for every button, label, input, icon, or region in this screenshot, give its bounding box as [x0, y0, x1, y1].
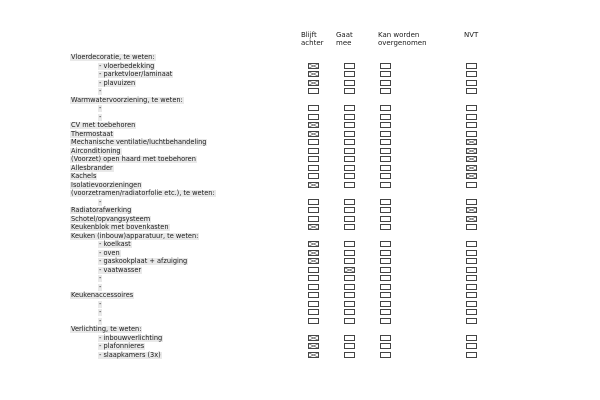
item-label: - plavuizen — [99, 78, 136, 87]
checkbox-nvt[interactable] — [466, 131, 477, 137]
checkbox-nvt[interactable] — [466, 173, 477, 179]
checkbox-nvt[interactable] — [466, 241, 477, 247]
checkbox-gaat-mee[interactable] — [344, 309, 355, 315]
checkbox-nvt[interactable] — [466, 216, 477, 222]
checkbox-nvt[interactable] — [466, 139, 477, 145]
checkbox-nvt[interactable] — [466, 343, 477, 349]
section-heading: Warmwatervoorziening, te weten: — [71, 95, 183, 104]
header-line: overgenomen — [378, 39, 427, 47]
checkbox-kan-worden-overgenomen[interactable] — [380, 352, 391, 358]
item-label: Mechanische ventilatie/luchtbehandeling — [71, 138, 207, 146]
checkbox-kan-worden-overgenomen[interactable] — [380, 258, 391, 264]
checklist-row — [0, 275, 600, 284]
checklist-row — [0, 190, 600, 199]
checkbox-gaat-mee[interactable] — [344, 148, 355, 154]
checkbox-blijft-achter[interactable] — [308, 284, 319, 290]
checklist-row — [0, 267, 600, 276]
checkbox-gaat-mee[interactable] — [344, 88, 355, 94]
checkbox-gaat-mee[interactable] — [344, 352, 355, 358]
checkbox-blijft-achter[interactable] — [308, 301, 319, 307]
checkbox-gaat-mee[interactable] — [344, 182, 355, 188]
item-label: - — [99, 282, 102, 291]
checkbox-kan-worden-overgenomen[interactable] — [380, 309, 391, 315]
item-label: Radiatorafwerking — [71, 206, 132, 214]
checkbox-nvt[interactable] — [466, 182, 477, 188]
checklist-row — [0, 97, 600, 106]
checkbox-gaat-mee[interactable] — [344, 284, 355, 290]
checkbox-blijft-achter[interactable] — [308, 131, 319, 137]
checkbox-blijft-achter[interactable] — [308, 207, 319, 213]
checkbox-gaat-mee[interactable] — [344, 301, 355, 307]
item-label: - gaskookplaat + afzuiging — [99, 257, 188, 265]
checkbox-kan-worden-overgenomen[interactable] — [380, 250, 391, 256]
checkbox-gaat-mee[interactable] — [344, 122, 355, 128]
checkbox-blijft-achter[interactable] — [308, 165, 319, 171]
checkbox-gaat-mee[interactable] — [344, 207, 355, 213]
header-line: Kan worden — [378, 31, 420, 39]
checkbox-gaat-mee[interactable] — [344, 114, 355, 120]
checkbox-kan-worden-overgenomen[interactable] — [380, 71, 391, 77]
item-label: Allesbrander — [71, 163, 113, 172]
checkbox-kan-worden-overgenomen[interactable] — [380, 63, 391, 69]
checkbox-gaat-mee[interactable] — [344, 105, 355, 111]
item-label: (Voorzet) open haard met toebehoren — [71, 155, 196, 163]
checkbox-blijft-achter[interactable] — [308, 105, 319, 111]
checklist-row — [0, 80, 600, 89]
checkbox-kan-worden-overgenomen[interactable] — [380, 122, 391, 128]
column-header-gaat-mee — [336, 31, 353, 47]
section-heading: Verlichting, te weten: — [71, 325, 142, 333]
checkbox-gaat-mee[interactable] — [344, 335, 355, 341]
checklist-row — [0, 71, 600, 80]
item-label: - oven — [99, 248, 120, 257]
checkbox-kan-worden-overgenomen[interactable] — [380, 224, 391, 230]
checkbox-nvt[interactable] — [466, 122, 477, 128]
header-line: achter — [301, 39, 324, 47]
checkbox-blijft-achter[interactable] — [308, 258, 319, 264]
checkbox-nvt[interactable] — [466, 301, 477, 307]
item-label: - vaatwasser — [99, 265, 142, 274]
checkbox-gaat-mee[interactable] — [344, 156, 355, 162]
checkbox-gaat-mee[interactable] — [344, 131, 355, 137]
checkbox-blijft-achter[interactable] — [308, 173, 319, 179]
checkbox-kan-worden-overgenomen[interactable] — [380, 139, 391, 145]
checkbox-nvt[interactable] — [466, 63, 477, 69]
column-header-blijft-achter — [301, 31, 324, 47]
item-label: Kachels — [71, 172, 97, 180]
checkbox-kan-worden-overgenomen[interactable] — [380, 284, 391, 290]
checkbox-kan-worden-overgenomen[interactable] — [380, 105, 391, 111]
checkbox-kan-worden-overgenomen[interactable] — [380, 335, 391, 341]
checkbox-blijft-achter[interactable] — [308, 63, 319, 69]
item-label: - — [99, 274, 102, 282]
checkbox-nvt[interactable] — [466, 199, 477, 205]
checkbox-blijft-achter[interactable] — [308, 224, 319, 230]
header-line: Blijft — [301, 31, 317, 39]
checkbox-kan-worden-overgenomen[interactable] — [380, 343, 391, 349]
item-label: Keukenblok met bovenkasten — [71, 223, 169, 231]
checkbox-blijft-achter[interactable] — [308, 335, 319, 341]
checkbox-blijft-achter[interactable] — [308, 71, 319, 77]
checklist-row — [0, 301, 600, 310]
item-label: Airconditioning — [71, 146, 121, 155]
item-label: - koelkast — [99, 240, 131, 248]
checklist-row — [0, 258, 600, 267]
checklist-row — [0, 326, 600, 335]
checkbox-blijft-achter[interactable] — [308, 88, 319, 94]
checklist-row — [0, 105, 600, 114]
item-label: - — [99, 316, 102, 325]
checkbox-nvt[interactable] — [466, 148, 477, 154]
checkbox-kan-worden-overgenomen[interactable] — [380, 292, 391, 298]
checkbox-blijft-achter[interactable] — [308, 80, 319, 86]
checkbox-blijft-achter[interactable] — [308, 318, 319, 324]
item-label: - — [99, 87, 102, 95]
checklist-row — [0, 54, 600, 63]
checkbox-kan-worden-overgenomen[interactable] — [380, 267, 391, 273]
checkbox-nvt[interactable] — [466, 352, 477, 358]
checkbox-kan-worden-overgenomen[interactable] — [380, 88, 391, 94]
item-label: - — [99, 308, 102, 316]
checklist-row — [0, 352, 600, 361]
checklist-row — [0, 241, 600, 250]
header-line: Gaat — [336, 31, 353, 39]
checkbox-blijft-achter[interactable] — [308, 148, 319, 154]
checkbox-gaat-mee[interactable] — [344, 199, 355, 205]
checkbox-gaat-mee[interactable] — [344, 80, 355, 86]
checkbox-blijft-achter[interactable] — [308, 352, 319, 358]
checkbox-kan-worden-overgenomen[interactable] — [380, 131, 391, 137]
item-label: - vloerbedekking — [99, 61, 155, 70]
checkbox-gaat-mee[interactable] — [344, 343, 355, 349]
checkbox-nvt[interactable] — [466, 156, 477, 162]
item-label: Keukenaccessoires — [71, 291, 134, 299]
checkbox-blijft-achter[interactable] — [308, 216, 319, 222]
checkbox-kan-worden-overgenomen[interactable] — [380, 165, 391, 171]
checkbox-blijft-achter[interactable] — [308, 343, 319, 349]
checklist-rows — [0, 54, 600, 360]
checkbox-blijft-achter[interactable] — [308, 250, 319, 256]
checkbox-gaat-mee[interactable] — [344, 292, 355, 298]
checkbox-kan-worden-overgenomen[interactable] — [380, 216, 391, 222]
header-line: mee — [336, 39, 352, 47]
checklist-row — [0, 343, 600, 352]
checklist-row — [0, 292, 600, 301]
checkbox-gaat-mee[interactable] — [344, 63, 355, 69]
checkbox-kan-worden-overgenomen[interactable] — [380, 301, 391, 307]
checkbox-nvt[interactable] — [466, 71, 477, 77]
checkbox-nvt[interactable] — [466, 267, 477, 273]
checkbox-nvt[interactable] — [466, 88, 477, 94]
item-label: - — [99, 197, 102, 206]
checkbox-kan-worden-overgenomen[interactable] — [380, 182, 391, 188]
checkbox-nvt[interactable] — [466, 114, 477, 120]
checkbox-kan-worden-overgenomen[interactable] — [380, 173, 391, 179]
item-label: Thermostaat — [71, 129, 114, 138]
checkbox-nvt[interactable] — [466, 105, 477, 111]
checkbox-nvt[interactable] — [466, 284, 477, 290]
checklist-row — [0, 233, 600, 242]
checkbox-gaat-mee[interactable] — [344, 216, 355, 222]
checkbox-nvt[interactable] — [466, 318, 477, 324]
item-label: CV met toebehoren — [71, 121, 136, 129]
checkbox-gaat-mee[interactable] — [344, 258, 355, 264]
checkbox-nvt[interactable] — [466, 258, 477, 264]
checkbox-kan-worden-overgenomen[interactable] — [380, 318, 391, 324]
header-line: NVT — [464, 31, 479, 39]
checkbox-gaat-mee[interactable] — [344, 173, 355, 179]
item-label: - — [99, 104, 102, 112]
checkbox-kan-worden-overgenomen[interactable] — [380, 199, 391, 205]
checkbox-blijft-achter[interactable] — [308, 241, 319, 247]
checkbox-blijft-achter[interactable] — [308, 156, 319, 162]
checkbox-kan-worden-overgenomen[interactable] — [380, 207, 391, 213]
item-label: Isolatievoorzieningen — [71, 180, 142, 189]
section-heading: Keuken (inbouw)apparatuur, te weten: — [71, 231, 199, 240]
checkbox-blijft-achter[interactable] — [308, 182, 319, 188]
column-header-kan-worden-overgenomen — [378, 31, 427, 47]
item-label: - inbouwverlichting — [99, 333, 163, 342]
checklist-row — [0, 335, 600, 344]
item-label: - — [99, 299, 102, 308]
checkbox-blijft-achter[interactable] — [308, 267, 319, 273]
checkbox-gaat-mee[interactable] — [344, 318, 355, 324]
item-label: - — [99, 112, 102, 121]
checkbox-nvt[interactable] — [466, 309, 477, 315]
checkbox-nvt[interactable] — [466, 335, 477, 341]
checkbox-nvt[interactable] — [466, 80, 477, 86]
checkbox-nvt[interactable] — [466, 207, 477, 213]
checklist-row — [0, 250, 600, 259]
checkbox-nvt[interactable] — [466, 224, 477, 230]
checkbox-kan-worden-overgenomen[interactable] — [380, 156, 391, 162]
checkbox-nvt[interactable] — [466, 275, 477, 281]
checklist-row — [0, 63, 600, 72]
checkbox-gaat-mee[interactable] — [344, 241, 355, 247]
checkbox-kan-worden-overgenomen[interactable] — [380, 148, 391, 154]
checkbox-blijft-achter[interactable] — [308, 122, 319, 128]
column-header-nvt — [464, 31, 478, 39]
checkbox-blijft-achter[interactable] — [308, 114, 319, 120]
checkbox-blijft-achter[interactable] — [308, 275, 319, 281]
item-label: (voorzetramen/radiatorfolie etc.), te weten: — [71, 189, 215, 197]
checkbox-gaat-mee[interactable] — [344, 275, 355, 281]
checkbox-kan-worden-overgenomen[interactable] — [380, 275, 391, 281]
item-label: - slaapkamers (3x) — [99, 350, 161, 359]
checkbox-nvt[interactable] — [466, 165, 477, 171]
checkbox-kan-worden-overgenomen[interactable] — [380, 241, 391, 247]
checkbox-gaat-mee[interactable] — [344, 71, 355, 77]
item-label: - plafonnieres — [99, 342, 145, 350]
checkbox-blijft-achter[interactable] — [308, 309, 319, 315]
checklist-row — [0, 309, 600, 318]
section-heading: Vloerdecoratie, te weten: — [71, 53, 155, 61]
checkbox-blijft-achter[interactable] — [308, 292, 319, 298]
checkbox-gaat-mee[interactable] — [344, 267, 355, 273]
item-label: - parketvloer/laminaat — [99, 70, 173, 78]
checkbox-gaat-mee[interactable] — [344, 250, 355, 256]
checkbox-kan-worden-overgenomen[interactable] — [380, 114, 391, 120]
checkbox-gaat-mee[interactable] — [344, 224, 355, 230]
checkbox-kan-worden-overgenomen[interactable] — [380, 80, 391, 86]
checkbox-nvt[interactable] — [466, 292, 477, 298]
checkbox-blijft-achter[interactable] — [308, 139, 319, 145]
checkbox-gaat-mee[interactable] — [344, 165, 355, 171]
checkbox-nvt[interactable] — [466, 250, 477, 256]
checkbox-blijft-achter[interactable] — [308, 199, 319, 205]
item-label: Schotel/opvangsysteem — [71, 214, 151, 223]
checkbox-gaat-mee[interactable] — [344, 139, 355, 145]
